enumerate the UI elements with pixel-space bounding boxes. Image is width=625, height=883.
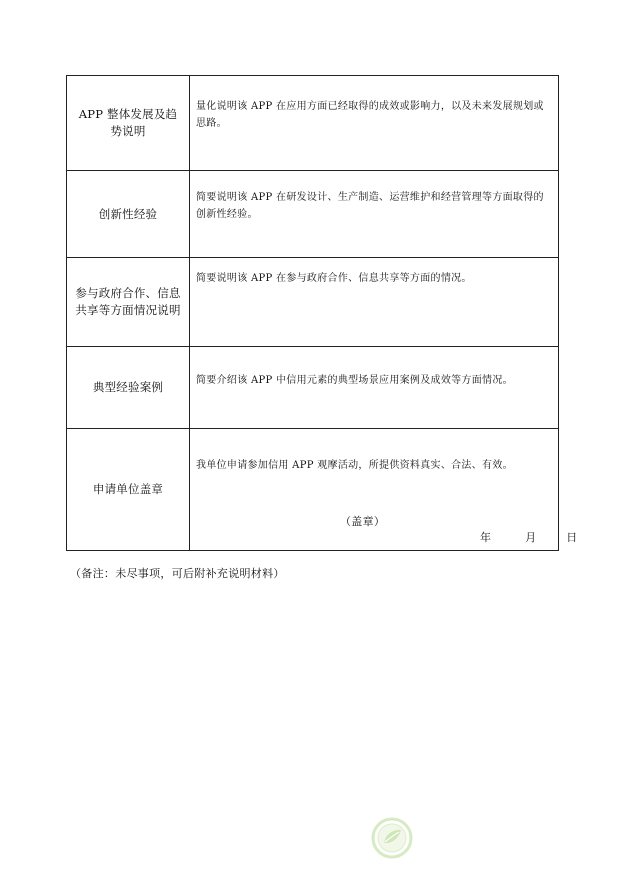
leaf-logo-icon xyxy=(370,816,414,860)
row-label: 申请单位盖章 xyxy=(67,429,190,551)
row-content xyxy=(190,347,559,429)
date-month: 月 xyxy=(525,531,537,544)
table-row xyxy=(67,76,559,171)
row-content xyxy=(190,171,559,258)
table-row xyxy=(67,258,559,347)
row-label: APP 整体发展及趋势说明 xyxy=(67,76,190,171)
table-row xyxy=(67,429,559,551)
stamp-cell xyxy=(190,429,578,551)
declaration-text: 我单位申请参加信用 APP 观摩活动，所提供资料真实、合法、有效。 xyxy=(196,460,513,471)
date-day: 日 xyxy=(566,531,578,544)
row-content-text: 简要说明该 APP 在研发设计、生产制造、运营维护和经营管理等方面取得的创新性经验。 xyxy=(196,192,544,220)
date-line xyxy=(480,529,578,546)
row-content-text: 量化说明该 APP 在应用方面已经取得的成效或影响力，以及未来发展规划或思路。 xyxy=(196,101,544,129)
row-label: 参与政府合作、信息共享等方面情况说明 xyxy=(67,258,190,347)
seal-label: （盖章） xyxy=(340,515,386,528)
row-label: 创新性经验 xyxy=(67,171,190,258)
row-content-text: 简要介绍该 APP 中信用元素的典型场景应用案例及成效等方面情况。 xyxy=(196,375,513,386)
watermark-graphic xyxy=(370,816,414,860)
table-row xyxy=(67,347,559,429)
footnote: （备注：未尽事项，可后附补充说明材料） xyxy=(70,567,285,580)
row-content xyxy=(190,258,559,347)
row-content-text: 简要说明该 APP 在参与政府合作、信息共享等方面的情况。 xyxy=(196,273,472,284)
table-row xyxy=(67,171,559,258)
application-form-table xyxy=(66,75,578,551)
row-content xyxy=(190,76,559,171)
row-label: 典型经验案例 xyxy=(67,347,190,429)
date-year: 年 xyxy=(480,531,492,544)
